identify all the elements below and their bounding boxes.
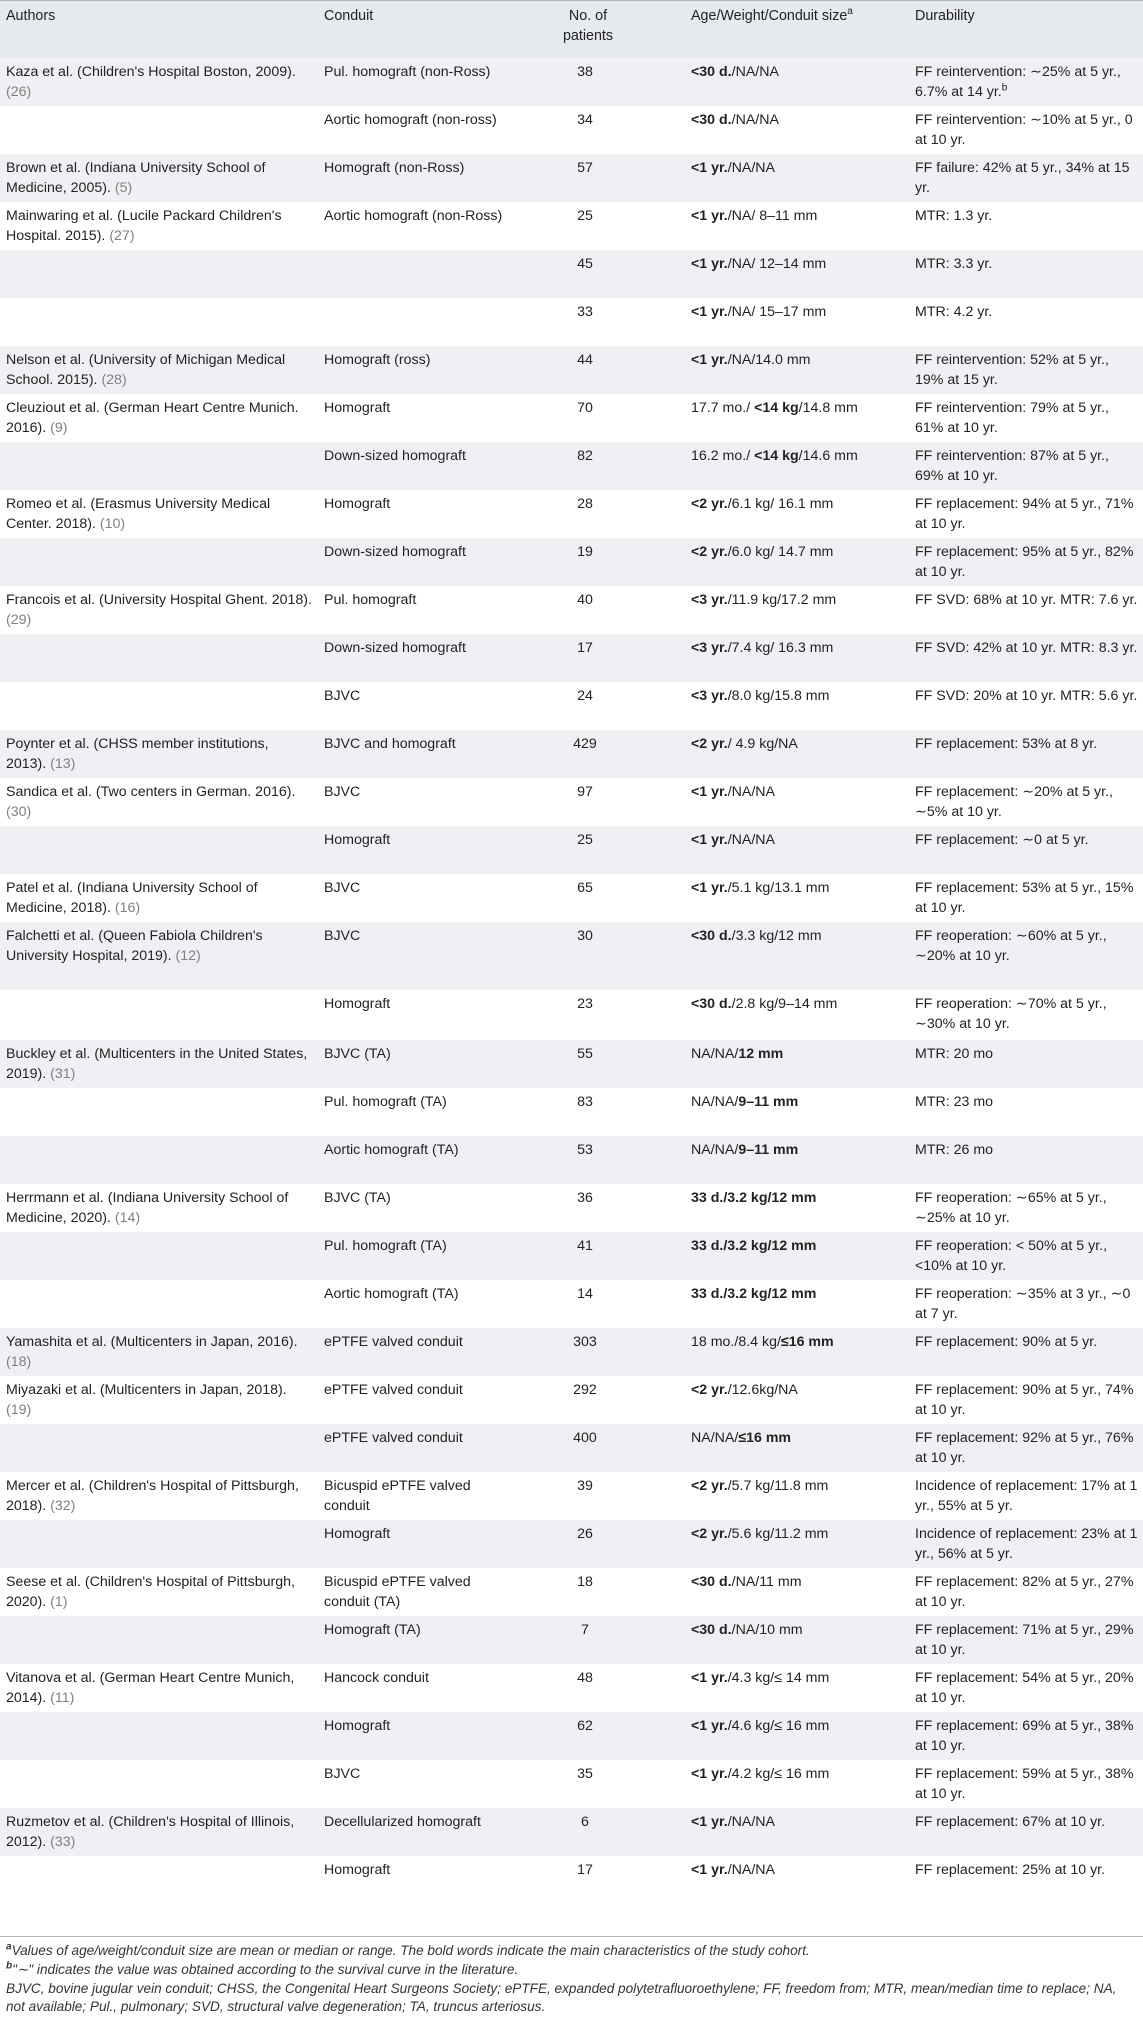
table-row bbox=[0, 990, 1143, 1040]
table-row bbox=[0, 202, 1143, 250]
table-row bbox=[0, 298, 1143, 346]
citation-link[interactable]: (19) bbox=[6, 1402, 32, 1419]
age-weight-size-cell: NA/NA/9–11 mm bbox=[691, 1094, 799, 1110]
authors-text: Mercer et al. (Children's Hospital of Pittsburgh, 2018). bbox=[6, 1478, 299, 1515]
durability-cell: MTR: 20 mo bbox=[915, 1046, 994, 1062]
patients-cell: 62 bbox=[577, 1718, 593, 1734]
citation-link[interactable]: (11) bbox=[50, 1690, 75, 1707]
authors-text: Vitanova et al. (German Heart Centre Munich, 2014). bbox=[6, 1670, 295, 1707]
patients-cell: 33 bbox=[577, 304, 593, 320]
durability-cell: FF reoperation: < 50% at 5 yr., <10% at 10 yr. bbox=[915, 1238, 1108, 1275]
table-row bbox=[0, 1376, 1143, 1424]
patients-cell: 25 bbox=[577, 208, 593, 224]
conduit-cell: Bicuspid ePTFE valved conduit (TA) bbox=[324, 1574, 471, 1611]
durability-cell: MTR: 1.3 yr. bbox=[915, 208, 993, 224]
durability-cell: FF SVD: 42% at 10 yr. MTR: 8.3 yr. bbox=[915, 640, 1138, 656]
age-weight-size-cell: <1 yr./4.2 kg/≤ 16 mm bbox=[691, 1766, 830, 1782]
authors-cell bbox=[6, 1380, 312, 1420]
conduit-cell: Homograft bbox=[324, 1526, 391, 1542]
patients-cell: 55 bbox=[577, 1046, 593, 1062]
patients-cell: 6 bbox=[581, 1814, 589, 1830]
patients-cell: 26 bbox=[577, 1526, 593, 1542]
patients-cell: 429 bbox=[573, 736, 597, 752]
age-weight-size-cell: 16.2 mo./ <14 kg/14.6 mm bbox=[691, 448, 858, 464]
citation-link[interactable]: (18) bbox=[6, 1354, 32, 1371]
table-row bbox=[0, 586, 1143, 634]
footnote-a: $^a$Values of age/weight/conduit size are mean or median or range. The bold words indicate the main characteristics of the study cohort. bbox=[6, 1941, 810, 1958]
durability-cell: FF reoperation: ∼60% at 5 yr., ∼20% at 10 yr. bbox=[915, 928, 1107, 965]
citation-link[interactable]: (30) bbox=[6, 804, 32, 821]
table-row bbox=[0, 730, 1143, 778]
durability-cell: FF replacement: 53% at 5 yr., 15% at 10 yr. bbox=[915, 880, 1134, 917]
citation-link[interactable]: (27) bbox=[109, 228, 135, 245]
conduit-cell: Down-sized homograft bbox=[324, 640, 466, 656]
age-weight-size-cell: <1 yr./NA/NA bbox=[691, 832, 775, 848]
age-weight-size-cell: <1 yr./5.1 kg/13.1 mm bbox=[691, 880, 830, 896]
durability-cell: FF reintervention: ∼10% at 5 yr., 0 at 10 yr. bbox=[915, 112, 1133, 149]
conduit-cell: Aortic homograft (non-ross) bbox=[324, 112, 497, 128]
authors-text: Poynter et al. (CHSS member institutions, 2013). bbox=[6, 736, 269, 773]
age-weight-size-cell: 33 d./3.2 kg/12 mm bbox=[691, 1286, 817, 1302]
table-bottom-rule bbox=[0, 1936, 1143, 1937]
age-weight-size-cell: <3 yr./11.9 kg/17.2 mm bbox=[691, 592, 837, 608]
table-row bbox=[0, 778, 1143, 826]
table-row bbox=[0, 346, 1143, 394]
age-weight-size-cell: 33 d./3.2 kg/12 mm bbox=[691, 1190, 817, 1206]
age-weight-size-cell: <2 yr./5.7 kg/11.8 mm bbox=[691, 1478, 829, 1494]
header-authors: Authors bbox=[6, 8, 56, 24]
age-weight-size-cell: <1 yr./NA/ 8–11 mm bbox=[691, 208, 818, 224]
footnote-a-marker: a bbox=[847, 6, 853, 18]
citation-link[interactable]: (32) bbox=[50, 1498, 76, 1515]
authors-cell bbox=[6, 1476, 312, 1516]
table-row bbox=[0, 922, 1143, 990]
header-conduit: Conduit bbox=[324, 8, 374, 24]
durability-cell: FF reoperation: ∼35% at 3 yr., ∼0 at 7 yr. bbox=[915, 1286, 1131, 1323]
patients-cell: 53 bbox=[577, 1142, 593, 1158]
age-weight-size-cell: <3 yr./8.0 kg/15.8 mm bbox=[691, 688, 830, 704]
authors-cell bbox=[6, 206, 312, 246]
table-row bbox=[0, 826, 1143, 874]
authors-text: Kaza et al. (Children's Hospital Boston, 2009). bbox=[6, 64, 296, 80]
conduit-cell: Homograft (non-Ross) bbox=[324, 160, 465, 176]
age-weight-size-cell: NA/NA/≤16 mm bbox=[691, 1430, 792, 1446]
conduit-cell: Pul. homograft (TA) bbox=[324, 1238, 447, 1254]
table-row bbox=[0, 1616, 1143, 1664]
conduit-cell: BJVC (TA) bbox=[324, 1046, 391, 1062]
conduit-cell: BJVC bbox=[324, 784, 361, 800]
conduit-cell: BJVC bbox=[324, 1766, 361, 1782]
durability-cell: FF replacement: ∼0 at 5 yr. bbox=[915, 832, 1089, 848]
patients-cell: 18 bbox=[577, 1574, 593, 1590]
durability-cell: FF replacement: 59% at 5 yr., 38% at 10 yr. bbox=[915, 1766, 1134, 1803]
conduit-cell: Down-sized homograft bbox=[324, 544, 466, 560]
durability-cell: FF SVD: 20% at 10 yr. MTR: 5.6 yr. bbox=[915, 688, 1138, 704]
age-weight-size-cell: <2 yr./12.6kg/NA bbox=[691, 1382, 798, 1398]
age-weight-size-cell: <1 yr./NA/14.0 mm bbox=[691, 352, 811, 368]
authors-text: Herrmann et al. (Indiana University School of Medicine, 2020). bbox=[6, 1190, 289, 1227]
patients-cell: 97 bbox=[577, 784, 593, 800]
table-row bbox=[0, 154, 1143, 202]
authors-text: Sandica et al. (Two centers in German. 2016). bbox=[6, 784, 296, 800]
table-row bbox=[0, 1520, 1143, 1568]
table-row bbox=[0, 1328, 1143, 1376]
conduit-cell: Homograft (ross) bbox=[324, 352, 431, 368]
authors-text: Yamashita et al. (Multicenters in Japan, 2016). bbox=[6, 1334, 298, 1350]
table-row bbox=[0, 1472, 1143, 1520]
conduit-cell: Aortic homograft (TA) bbox=[324, 1142, 459, 1158]
authors-text: Seese et al. (Children's Hospital of Pittsburgh, 2020). bbox=[6, 1574, 295, 1611]
conduit-cell: Homograft bbox=[324, 996, 391, 1012]
authors-text: Brown et al. (Indiana University School of Medicine, 2005). bbox=[6, 160, 266, 197]
age-weight-size-cell: <1 yr./4.6 kg/≤ 16 mm bbox=[691, 1718, 830, 1734]
patients-cell: 82 bbox=[577, 448, 593, 464]
authors-text: Francois et al. (University Hospital Ghent. 2018). bbox=[6, 592, 312, 608]
conduit-cell: Homograft bbox=[324, 832, 391, 848]
conduit-cell: BJVC (TA) bbox=[324, 1190, 391, 1206]
durability-cell: FF replacement: 92% at 5 yr., 76% at 10 yr. bbox=[915, 1430, 1134, 1467]
patients-cell: 23 bbox=[577, 996, 593, 1012]
table-row bbox=[0, 1136, 1143, 1184]
table-row bbox=[0, 1088, 1143, 1136]
table-header bbox=[0, 0, 1143, 58]
patients-cell: 39 bbox=[577, 1478, 593, 1494]
durability-cell: Incidence of replacement: 17% at 1 yr., 55% at 5 yr. bbox=[915, 1478, 1138, 1515]
durability-cell: FF reintervention: 79% at 5 yr., 61% at 10 yr. bbox=[915, 400, 1109, 437]
table-row bbox=[0, 1568, 1143, 1616]
age-weight-size-cell: NA/NA/9–11 mm bbox=[691, 1142, 799, 1158]
conduit-cell: Hancock conduit bbox=[324, 1670, 429, 1686]
table-row bbox=[0, 394, 1143, 442]
table-row bbox=[0, 1280, 1143, 1328]
authors-cell bbox=[6, 62, 312, 102]
authors-cell bbox=[6, 1188, 312, 1228]
conduit-cell: Pul. homograft (TA) bbox=[324, 1094, 447, 1110]
conduit-cell: BJVC and homograft bbox=[324, 736, 456, 752]
table-row bbox=[0, 250, 1143, 298]
authors-cell bbox=[6, 1332, 312, 1372]
authors-cell bbox=[6, 158, 312, 198]
authors-cell bbox=[6, 1812, 312, 1852]
citation-link[interactable]: (14) bbox=[114, 1210, 141, 1227]
patients-cell: 65 bbox=[577, 880, 593, 896]
patients-cell: 292 bbox=[573, 1382, 597, 1398]
age-weight-size-cell: <3 yr./7.4 kg/ 16.3 mm bbox=[691, 640, 834, 656]
patients-cell: 83 bbox=[577, 1094, 593, 1110]
patients-cell: 28 bbox=[577, 496, 593, 512]
authors-text: Mainwaring et al. (Lucile Packard Children's Hospital. 2015). bbox=[6, 208, 282, 245]
table-row bbox=[0, 682, 1143, 730]
header-age-weight-size: Age/Weight/Conduit size$^a$ bbox=[691, 6, 853, 24]
citation-link[interactable]: (29) bbox=[6, 612, 32, 629]
authors-text: Romeo et al. (Erasmus University Medical Center. 2018). bbox=[6, 496, 271, 533]
patients-cell: 25 bbox=[577, 832, 593, 848]
age-weight-size-cell: <1 yr./NA/ 15–17 mm bbox=[691, 304, 827, 320]
authors-text: Falchetti et al. (Queen Fabiola Children's University Hospital, 2019). bbox=[6, 928, 263, 965]
table-row bbox=[0, 1424, 1143, 1472]
citation-link[interactable]: (9) bbox=[50, 420, 68, 437]
patients-cell: 24 bbox=[577, 688, 593, 704]
conduit-cell: Homograft bbox=[324, 496, 391, 512]
table-row bbox=[0, 1808, 1143, 1856]
authors-cell bbox=[6, 878, 312, 918]
table-row bbox=[0, 1184, 1143, 1232]
patients-cell: 17 bbox=[577, 1862, 593, 1878]
authors-cell bbox=[6, 734, 312, 774]
age-weight-size-cell: <1 yr./NA/NA bbox=[691, 1814, 775, 1830]
durability-cell: MTR: 23 mo bbox=[915, 1094, 994, 1110]
durability-cell: FF failure: 42% at 5 yr., 34% at 15 yr. bbox=[915, 160, 1130, 197]
age-weight-size-cell: 17.7 mo./ <14 kg/14.8 mm bbox=[691, 400, 858, 416]
durability-cell: FF reintervention: 87% at 5 yr., 69% at 10 yr. bbox=[915, 448, 1109, 485]
age-weight-size-cell: <1 yr./NA/NA bbox=[691, 784, 775, 800]
patients-cell: 14 bbox=[577, 1286, 593, 1302]
patients-cell: 36 bbox=[577, 1190, 593, 1206]
durability-cell: MTR: 4.2 yr. bbox=[915, 304, 993, 320]
conduit-cell: BJVC bbox=[324, 928, 361, 944]
durability-cell: Incidence of replacement: 23% at 1 yr., 56% at 5 yr. bbox=[915, 1526, 1138, 1563]
durability-cell: FF SVD: 68% at 10 yr. MTR: 7.6 yr. bbox=[915, 592, 1138, 608]
authors-cell bbox=[6, 1668, 312, 1708]
conduit-cell: Down-sized homograft bbox=[324, 448, 466, 464]
durability-cell: FF replacement: 53% at 8 yr. bbox=[915, 736, 1098, 752]
conduit-cell: Homograft (TA) bbox=[324, 1622, 421, 1638]
citation-link[interactable]: (10) bbox=[99, 516, 126, 533]
durability-cell: FF replacement: 69% at 5 yr., 38% at 10 yr. bbox=[915, 1718, 1134, 1755]
age-weight-size-cell: <1 yr./NA/ 12–14 mm bbox=[691, 256, 827, 272]
authors-text: Buckley et al. (Multicenters in the United States, 2019). bbox=[6, 1046, 308, 1083]
citation-link[interactable]: (12) bbox=[175, 948, 201, 965]
citation-link[interactable]: (33) bbox=[50, 1834, 76, 1851]
age-weight-size-cell: <1 yr./4.3 kg/≤ 14 mm bbox=[691, 1670, 830, 1686]
patients-cell: 41 bbox=[577, 1238, 593, 1254]
durability-cell: FF reoperation: ∼70% at 5 yr., ∼30% at 10 yr. bbox=[915, 996, 1107, 1033]
durability-cell: FF replacement: 67% at 10 yr. bbox=[915, 1814, 1106, 1830]
citation-link[interactable]: (13) bbox=[50, 756, 76, 773]
durability-cell: FF replacement: ∼20% at 5 yr., ∼5% at 10 yr. bbox=[915, 784, 1113, 821]
patients-cell: 40 bbox=[577, 592, 593, 608]
conduit-cell: Homograft bbox=[324, 400, 391, 416]
durability-cell: FF replacement: 90% at 5 yr., 74% at 10 yr. bbox=[915, 1382, 1134, 1419]
authors-cell bbox=[6, 926, 312, 966]
durability-cell: FF replacement: 94% at 5 yr., 71% at 10 yr. bbox=[915, 496, 1134, 533]
header-durability: Durability bbox=[915, 8, 975, 24]
authors-text: Miyazaki et al. (Multicenters in Japan, 2018). bbox=[6, 1382, 287, 1398]
conduit-cell: Aortic homograft (non-Ross) bbox=[324, 208, 503, 224]
age-weight-size-cell: <30 d./2.8 kg/9–14 mm bbox=[691, 996, 838, 1012]
authors-text: Ruzmetov et al. (Children's Hospital of Illinois, 2012). bbox=[6, 1814, 295, 1851]
conduit-cell: Homograft bbox=[324, 1718, 391, 1734]
patients-cell: 400 bbox=[573, 1430, 597, 1446]
footnote-abbreviations: BJVC, bovine jugular vein conduit; CHSS, the Congenital Heart Surgeons Society; ePTFE, expanded polytetrafluoroethylene; FF, freedom from; MTR, mean/median time to replace; NA, not available; Pul., pulmonary; SVD, structural valve degeneration; TA, truncus arteriosus. bbox=[6, 1981, 1117, 2015]
authors-cell bbox=[6, 1572, 312, 1612]
conduit-cell: Aortic homograft (TA) bbox=[324, 1286, 459, 1302]
table-row bbox=[0, 1856, 1143, 1906]
age-weight-size-cell: <2 yr./6.1 kg/ 16.1 mm bbox=[691, 496, 834, 512]
table-row bbox=[0, 538, 1143, 586]
table-row bbox=[0, 1664, 1143, 1712]
age-weight-size-cell: NA/NA/12 mm bbox=[691, 1046, 784, 1062]
patients-cell: 48 bbox=[577, 1670, 593, 1686]
table-row bbox=[0, 490, 1143, 538]
authors-cell bbox=[6, 350, 312, 390]
age-weight-size-cell: <1 yr./NA/NA bbox=[691, 160, 775, 176]
durability-cell: FF reintervention: 52% at 5 yr., 19% at 15 yr. bbox=[915, 352, 1109, 389]
age-weight-size-cell: <30 d./3.3 kg/12 mm bbox=[691, 928, 822, 944]
authors-text: Cleuziout et al. (German Heart Centre Munich. 2016). bbox=[6, 400, 299, 437]
footnote-b-marker: b bbox=[1001, 82, 1008, 94]
age-weight-size-cell: <30 d./NA/NA bbox=[691, 112, 779, 128]
age-weight-size-cell: <30 d./NA/NA bbox=[691, 64, 779, 80]
patients-cell: 57 bbox=[577, 160, 593, 176]
authors-text: Patel et al. (Indiana University School of Medicine, 2018). bbox=[6, 880, 258, 917]
conduit-cell: Homograft bbox=[324, 1862, 391, 1878]
citation-link[interactable]: (1) bbox=[50, 1594, 68, 1611]
durability-cell: FF replacement: 95% at 5 yr., 82% at 10 yr. bbox=[915, 544, 1134, 581]
patients-cell: 17 bbox=[577, 640, 593, 656]
age-weight-size-cell: <2 yr./ 4.9 kg/NA bbox=[691, 736, 798, 752]
durability-cell: FF reoperation: ∼65% at 5 yr., ∼25% at 10 yr. bbox=[915, 1190, 1107, 1227]
patients-cell: 70 bbox=[577, 400, 593, 416]
patients-cell: 35 bbox=[577, 1766, 593, 1782]
patients-cell: 30 bbox=[577, 928, 593, 944]
authors-cell bbox=[6, 590, 312, 630]
authors-cell bbox=[6, 494, 312, 534]
table-row bbox=[0, 1760, 1143, 1808]
age-weight-size-cell: 18 mo./8.4 kg/≤16 mm bbox=[691, 1334, 834, 1350]
table-row bbox=[0, 106, 1143, 154]
patients-cell: 38 bbox=[577, 64, 593, 80]
citation-link[interactable]: (5) bbox=[114, 180, 133, 197]
citation-link[interactable]: (28) bbox=[101, 372, 127, 389]
table-row bbox=[0, 1232, 1143, 1280]
patients-cell: 19 bbox=[577, 544, 593, 560]
durability-cell: FF replacement: 54% at 5 yr., 20% at 10 yr. bbox=[915, 1670, 1134, 1707]
conduit-cell: BJVC bbox=[324, 880, 361, 896]
conduit-cell: Bicuspid ePTFE valved conduit bbox=[324, 1478, 471, 1515]
durability-cell: MTR: 3.3 yr. bbox=[915, 256, 993, 272]
conduit-cell: ePTFE valved conduit bbox=[324, 1430, 463, 1446]
authors-cell bbox=[6, 782, 312, 822]
age-weight-size-cell: <30 d./NA/11 mm bbox=[691, 1574, 802, 1590]
patients-cell: 303 bbox=[573, 1334, 597, 1350]
conduit-cell: BJVC bbox=[324, 688, 361, 704]
conduit-cell: Pul. homograft bbox=[324, 592, 417, 608]
header-patients: No. of patients bbox=[562, 8, 614, 45]
footnote-b: $^b$"∼" indicates the value was obtained according to the survival curve in the literature. bbox=[6, 1960, 519, 1977]
conduit-cell: ePTFE valved conduit bbox=[324, 1334, 463, 1350]
durability-cell: FF reintervention: ∼25% at 5 yr., 6.7% at 14 yr.$^b$ bbox=[915, 64, 1121, 101]
citation-link[interactable]: (16) bbox=[114, 900, 141, 917]
patients-cell: 44 bbox=[577, 352, 593, 368]
header-rule-top bbox=[0, 0, 1143, 1]
age-weight-size-cell: <30 d./NA/10 mm bbox=[691, 1622, 803, 1638]
conduit-cell: Decellularized homograft bbox=[324, 1814, 481, 1830]
age-weight-size-cell: 33 d./3.2 kg/12 mm bbox=[691, 1238, 817, 1254]
table-row bbox=[0, 634, 1143, 682]
durability-cell: FF replacement: 25% at 10 yr. bbox=[915, 1862, 1106, 1878]
patients-cell: 45 bbox=[577, 256, 593, 272]
table-row bbox=[0, 1040, 1143, 1088]
table-row bbox=[0, 442, 1143, 490]
citation-link[interactable]: (31) bbox=[50, 1066, 76, 1083]
durability-cell: FF replacement: 71% at 5 yr., 29% at 10 yr. bbox=[915, 1622, 1134, 1659]
authors-text: Nelson et al. (University of Michigan Medical School. 2015). bbox=[6, 352, 286, 389]
conduit-cell: Pul. homograft (non-Ross) bbox=[324, 64, 491, 80]
age-weight-size-cell: <1 yr./NA/NA bbox=[691, 1862, 775, 1878]
table-row bbox=[0, 1712, 1143, 1760]
age-weight-size-cell: <2 yr./6.0 kg/ 14.7 mm bbox=[691, 544, 834, 560]
durability-cell: FF replacement: 82% at 5 yr., 27% at 10 yr. bbox=[915, 1574, 1134, 1611]
table-row bbox=[0, 874, 1143, 922]
authors-cell bbox=[6, 398, 312, 438]
patients-cell: 7 bbox=[581, 1622, 589, 1638]
patients-cell: 34 bbox=[577, 112, 593, 128]
conduit-cell: ePTFE valved conduit bbox=[324, 1382, 463, 1398]
citation-link[interactable]: (26) bbox=[6, 84, 32, 101]
age-weight-size-cell: <2 yr./5.6 kg/11.2 mm bbox=[691, 1526, 829, 1542]
durability-cell: MTR: 26 mo bbox=[915, 1142, 994, 1158]
authors-cell bbox=[6, 1044, 312, 1084]
durability-cell: FF replacement: 90% at 5 yr. bbox=[915, 1334, 1098, 1350]
table-row bbox=[0, 58, 1143, 106]
